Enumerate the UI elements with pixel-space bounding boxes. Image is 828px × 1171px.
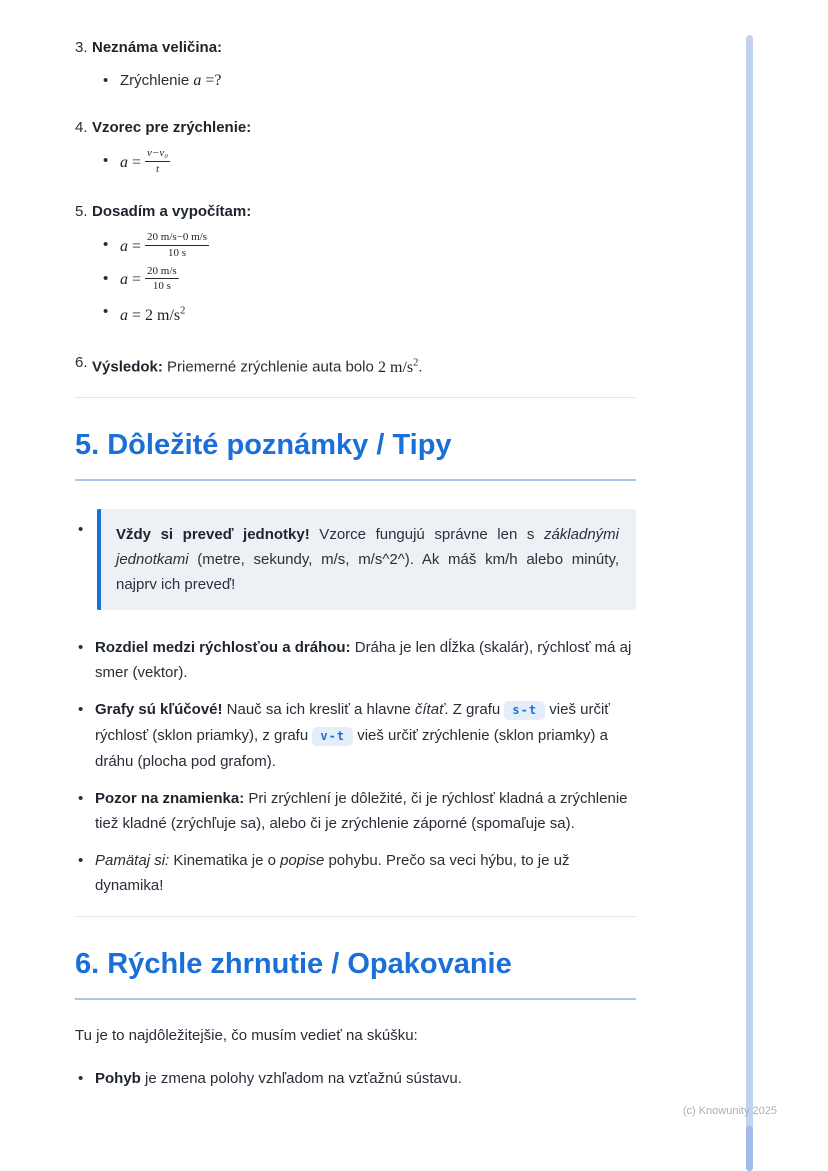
fraction (145, 231, 209, 259)
italic-run: základnými jednotkami (116, 525, 619, 568)
section-heading-summary: 6. Rýchle zhrnutie / Opakovanie (75, 947, 636, 1000)
math-var: t (156, 162, 160, 175)
list-item (75, 786, 636, 836)
sub-list (103, 149, 636, 177)
tips-list (75, 635, 636, 898)
list-item (75, 848, 636, 898)
text-run: pohybu. Prečo sa veci hýbu, to je už dynamika! (95, 851, 570, 894)
math-var: a (120, 238, 128, 256)
step-title: Dosadím a vypočítam: (92, 203, 252, 221)
math-expression (378, 359, 418, 376)
list-item (103, 264, 636, 295)
fraction-denominator (145, 162, 170, 176)
text-run: Zrýchlenie (120, 72, 194, 89)
text-run: Kinematika je o (169, 851, 281, 869)
text-run: Vzorce fungujú správne len s (309, 525, 544, 543)
sub-list (103, 233, 636, 328)
list-item (75, 1066, 636, 1091)
math-expression (120, 147, 170, 175)
italic-run: Pamätaj si: (95, 851, 170, 869)
step-title: Vzorec pre zrýchlenie: (92, 119, 252, 136)
list-body (92, 37, 636, 107)
math-equals: = (128, 271, 146, 289)
text-run: (metre, sekundy, m/s, m/s^2^). Ak máš km/h alebo minúty, najprv ich preveď! (116, 550, 619, 593)
list-item (103, 149, 636, 177)
math-var: a (120, 307, 128, 325)
list-body (92, 352, 636, 378)
callout-bold: Vždy si preveď jednotky! (116, 525, 310, 543)
text-run: Dráha je len dĺžka (skalár), rýchlosť má aj smer (vektor). (95, 638, 632, 681)
inline-code-chip: s-t (504, 701, 545, 720)
text-run: . Z grafu (444, 700, 505, 718)
section-divider (75, 916, 636, 917)
list-item (75, 635, 636, 685)
fraction-numerator: 20 m/s−0 m/s (145, 231, 209, 246)
math-superscript: 2 (413, 357, 419, 369)
italic-run: čítať (414, 700, 445, 718)
math-var: v−v₀ (147, 147, 169, 159)
solution-step-5 (75, 201, 636, 342)
fraction-numerator (145, 147, 170, 162)
tip-bold: Rozdiel medzi rýchlosťou a dráhou: (95, 638, 351, 656)
text-run: Nauč sa ich kresliť a hlavne (222, 700, 415, 718)
text-run: Priemerné zrýchlenie auta bolo (162, 358, 378, 376)
text-run: vieš určiť zrýchlenie (sklon priamky) a dráhu (plocha pod grafom). (95, 726, 608, 770)
fraction-denominator: 10 s (152, 280, 171, 293)
math-superscript: 2 (180, 305, 186, 317)
sub-list (103, 69, 636, 93)
step-title: Neznáma veličina: (92, 39, 223, 56)
callout-box (97, 509, 636, 610)
bullet-marker (75, 509, 97, 610)
math-var: a (120, 153, 128, 171)
math-var: a (120, 271, 128, 289)
list-body (92, 117, 636, 191)
list-number: 3. (75, 39, 88, 56)
fraction (145, 265, 179, 293)
list-number: 6. (75, 354, 88, 372)
list-item (103, 300, 636, 328)
math-var: a (193, 72, 202, 89)
scrollbar[interactable] (746, 35, 753, 1171)
list-number: 4. (75, 119, 88, 136)
math-equals: = (128, 307, 146, 325)
document-content (75, 0, 636, 1091)
list-body (92, 201, 636, 342)
text-run: Pri zrýchlení je dôležité, či je rýchlosť kladná a zrýchlenie tiež kladné (zrýchľuje sa), alebo či je zrýchlenie záporné (spomaľuje sa). (95, 789, 628, 832)
text-run: . (418, 358, 423, 376)
math-text: =? (201, 72, 222, 89)
copyright-watermark: (c) Knowunity 2025 (682, 1105, 777, 1117)
list-item (103, 233, 636, 261)
fraction-denominator: 10 s (168, 246, 187, 259)
scrollbar-thumb[interactable] (746, 1126, 753, 1171)
solution-step-4 (75, 117, 636, 191)
math-expression (193, 72, 221, 89)
summary-intro: Tu je to najdôležitejšie, čo musím vedieť na skúšku: (75, 1026, 418, 1044)
math-expression (120, 264, 179, 293)
summary-list (75, 1066, 636, 1091)
math-expression (120, 307, 185, 324)
step-title: Výsledok: (92, 358, 163, 376)
list-item (103, 69, 636, 93)
solution-step-3 (75, 37, 636, 107)
text-run: vieš určiť rýchlosť (sklon priamky), z grafu (95, 700, 610, 744)
term-bold: Pohyb (95, 1069, 141, 1087)
callout-list-item (75, 509, 636, 610)
list-item (75, 697, 636, 774)
fraction-numerator: 20 m/s (145, 265, 179, 280)
math-text: 2 m/s (145, 307, 181, 325)
inline-code-chip: v-t (312, 727, 353, 746)
math-equals: = (128, 238, 146, 256)
text-run: je zmena polohy vzhľadom na vzťažnú sústavu. (140, 1069, 462, 1087)
math-equals: = (128, 153, 146, 171)
tip-bold: Pozor na znamienka: (95, 789, 245, 807)
tip-bold: Grafy sú kľúčové! (95, 700, 223, 718)
solution-step-6 (75, 352, 636, 378)
section-heading-tips: 5. Dôležité poznámky / Tipy (75, 428, 636, 481)
list-number: 5. (75, 203, 88, 221)
fraction (145, 147, 170, 175)
section-divider (75, 397, 636, 398)
italic-run: popise (280, 851, 325, 869)
math-text: 2 m/s (378, 358, 414, 376)
math-expression (120, 231, 209, 259)
